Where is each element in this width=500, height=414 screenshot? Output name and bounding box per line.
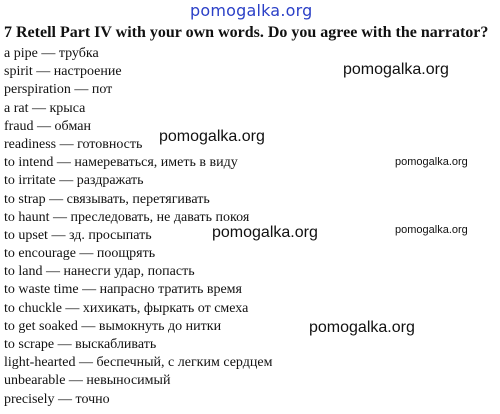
watermark: pomogalka.org <box>395 224 468 236</box>
vocab-item: unbearable — невыносимый <box>4 373 171 389</box>
vocab-item: to chuckle — хихикать, фыркать от смеха <box>4 300 249 316</box>
vocab-item: fraud — обман <box>4 118 91 134</box>
watermark: pomogalka.org <box>395 156 468 168</box>
vocab-item: to land — нанесги удар, попасть <box>4 264 195 280</box>
vocab-item: to strap — связывать, перетягивать <box>4 191 210 207</box>
vocab-item: readiness — готовность <box>4 136 143 152</box>
vocab-item: spirit — настроение <box>4 64 122 80</box>
top-watermark: pomogalka.org <box>190 1 313 20</box>
vocab-item: to get soaked — вымокнуть до нитки <box>4 318 222 334</box>
watermark: pomogalka.org <box>343 61 449 78</box>
vocab-item: a rat — крыса <box>4 100 86 116</box>
watermark: pomogalka.org <box>309 319 415 336</box>
vocab-item: to waste time — напрасно тратить время <box>4 282 242 298</box>
vocab-item: to scrape — выскабливать <box>4 337 157 352</box>
vocab-item: to haunt — преследовать, не давать покоя <box>4 209 250 225</box>
watermark: pomogalka.org <box>159 128 265 145</box>
vocab-item: light-hearted — беспечный, с легким сердцем <box>4 355 273 371</box>
vocab-item: to encourage — поощрять <box>4 246 156 262</box>
vocab-item: perspiration — пот <box>4 82 113 98</box>
vocab-item: precisely — точно <box>4 391 110 407</box>
vocab-item: to irritate — раздражать <box>4 173 144 189</box>
vocab-item: to intend — намереваться, иметь в виду <box>4 155 238 171</box>
watermark: pomogalka.org <box>212 224 318 241</box>
vocab-item: a pipe — трубка <box>4 46 99 61</box>
vocab-item: to upset — зд. просыпать <box>4 227 152 243</box>
exercise-heading: 7 Retell Part IV with your own words. Do you agree with the narrator? <box>4 24 489 41</box>
